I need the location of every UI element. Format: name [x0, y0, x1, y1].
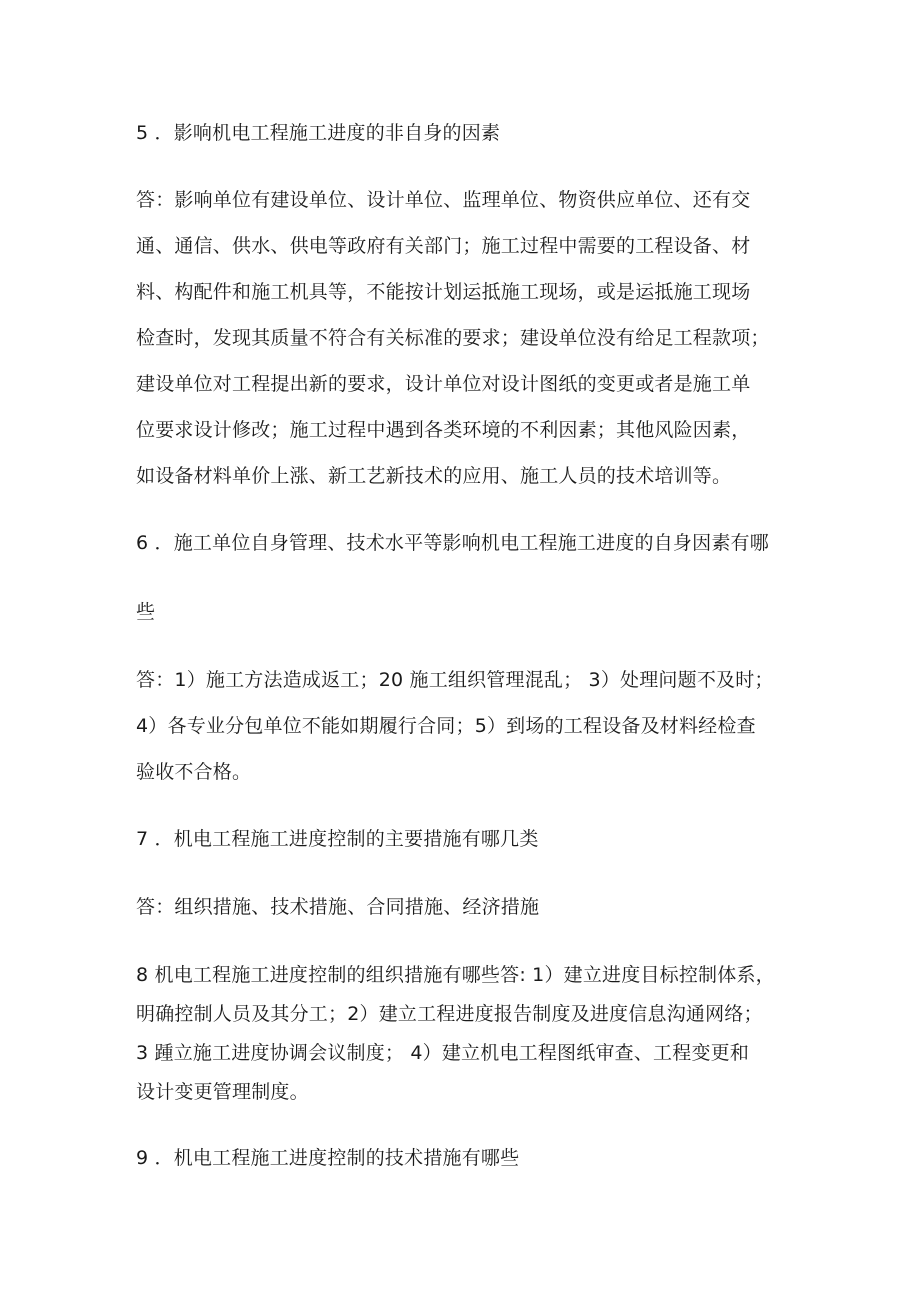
answer-7: 答：组织措施、技术措施、合同措施、经济措施: [136, 896, 540, 918]
answer-5-line-3: 料、构配件和施工机具等，不能按计划运抵施工现场，或是运抵施工现场: [136, 281, 751, 303]
section-8-line-1: 8 机电工程施工进度控制的组织措施有哪些答: 1）建立进度目标控制体系，: [136, 964, 775, 986]
section-8-line-4: 设计变更管理制度。: [136, 1081, 309, 1103]
heading-5: 5 ．影响机电工程施工进度的非自身的因素: [136, 122, 501, 144]
answer-6-line-2: 4）各专业分包单位不能如期履行合同；5）到场的工程设备及材料经检查: [136, 715, 756, 737]
answer-5-line-2: 通、通信、供水、供电等政府有关部门；施工过程中需要的工程设备、材: [136, 235, 751, 257]
answer-5-line-6: 位要求设计修改；施工过程中遇到各类环境的不利因素；其他风险因素，: [136, 419, 751, 441]
section-8-line-2: 明确控制人员及其分工；2）建立工程进度报告制度及进度信息沟通网络；: [136, 1003, 763, 1025]
answer-5-line-5: 建设单位对工程提出新的要求，设计单位对设计图纸的变更或者是施工单: [136, 373, 751, 395]
answer-6-line-1: 答：1）施工方法造成返工；20 施工组织管理混乱； 3）处理问题不及时；: [136, 669, 774, 691]
section-8-line-3: 3 踵立施工进度协调会议制度； 4）建立机电工程图纸审查、工程变更和: [136, 1042, 750, 1064]
answer-5-line-1: 答：影响单位有建设单位、设计单位、监理单位、物资供应单位、还有交: [136, 189, 751, 211]
heading-6-line-2: 些: [136, 601, 156, 623]
answer-5-line-7: 如设备材料单价上涨、新工艺新技术的应用、施工人员的技术培训等。: [136, 465, 732, 487]
answer-6-line-3: 验收不合格。: [136, 761, 252, 783]
answer-5-line-4: 检查时，发现其质量不符合有关标准的要求；建设单位没有给足工程款项；: [136, 327, 770, 349]
heading-7: 7 ．机电工程施工进度控制的主要措施有哪几类: [136, 828, 539, 850]
heading-9: 9 ．机电工程施工进度控制的技术措施有哪些: [136, 1147, 520, 1169]
heading-6-line-1: 6 ．施工单位自身管理、技术水平等影响机电工程施工进度的自身因素有哪: [136, 532, 769, 554]
